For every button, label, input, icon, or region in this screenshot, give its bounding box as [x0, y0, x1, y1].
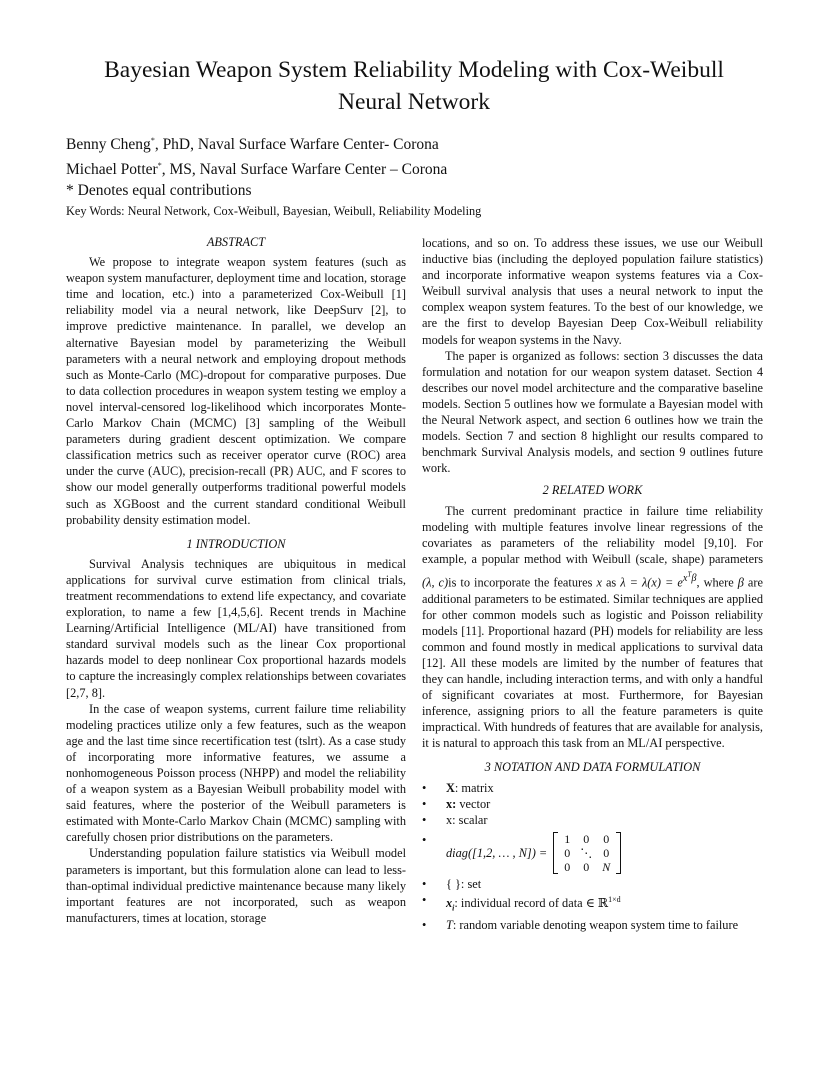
lambda-exponent: [682, 570, 697, 585]
feature-var: x: [596, 575, 602, 590]
list-item: [422, 832, 763, 874]
matrix-row: [559, 846, 615, 860]
weibull-params: (λ, c): [422, 575, 449, 590]
author-affiliation: , PhD, Naval Surface Warfare Center- Corona: [154, 136, 439, 154]
author-line: [66, 155, 447, 180]
author-name: Benny Cheng: [66, 136, 151, 154]
equal-contribution-mark: *: [150, 136, 155, 145]
record-var: x: [446, 896, 453, 911]
notation-desc: vector: [456, 796, 491, 811]
exp-transpose: T: [687, 570, 692, 579]
intro-paragraph-3: Understanding population failure statistics via Weibull model parameters is important, but this formulation alone can lead to less-than-optimal individual predictive maintenance because many likely important features are not incorporated, such as weapon manufacturers, times at location, storage: [66, 846, 406, 925]
time-symbol: T: [446, 917, 453, 932]
paper-title: Bayesian Weapon System Reliability Modeling with Cox-Weibull Neural Network: [104, 57, 724, 115]
set-notation: { }: set: [446, 876, 482, 891]
list-item: [422, 780, 763, 796]
intro-paragraph-1: Survival Analysis techniques are ubiquitous in medical applications for survival curve estimation from clinical trials, treatment recommendations to extend life expectancy, and covariate exploration, to name a few [1,4,5,6]. Recent trends in Machine Learning/Artificial Intelligence (ML/AI) have transitioned from standard survival models such as the linear Cox proportional hazards model to deep nonlinear Cox proportional hazards models to capture the increasingly complex relationships between covariates [2,7, 8].: [66, 556, 406, 700]
matrix-cell: 0: [564, 859, 571, 874]
list-item: [422, 917, 763, 933]
notation-desc: : scalar: [452, 812, 488, 827]
matrix-cell: 0: [564, 845, 571, 860]
keywords: Key Words: Neural Network, Cox-Weibull, Bayesian, Weibull, Reliability Modeling: [66, 204, 482, 218]
matrix-cell: ⋱: [580, 845, 593, 860]
right-column: [422, 235, 763, 933]
matrix-cell: 0: [583, 831, 590, 846]
notation-desc: : matrix: [454, 780, 494, 795]
matrix-row: [559, 860, 615, 874]
list-item: [422, 796, 763, 812]
related-text: , where: [696, 575, 738, 590]
lambda-equation: λ = λ(x) = e: [620, 575, 683, 590]
beta-var: β: [737, 575, 744, 590]
matrix-cell: 0: [603, 845, 610, 860]
related-work-paragraph: [422, 503, 763, 752]
author-block: [66, 130, 447, 201]
matrix-cell: N: [602, 859, 611, 874]
diag-definition: [446, 832, 763, 874]
matrix-table: [559, 832, 615, 874]
intro-paragraph-4: The paper is organized as follows: section 3 discusses the data formulation and notation for our weapon system dataset. Section 4 describes our novel model architecture and the comparative baseline models. Section 5 outlines how we formulate a Bayesian model with the Neural Network aspect, and section 6 outlines how we train the models. Section 7 and section 8 highlight our results compared to benchmark Survival Analysis models, and section 9 outlines future work.: [422, 348, 763, 476]
list-item: [422, 876, 763, 892]
related-text: are additional parameters to be estimated. Similar techniques are applied for other common models such as logistic and Poisson reliability models [11]. Proportional hazard (PH) models for reliability are less common and found mostly in medical applications to survival data [12]. All these models are limited by the number of features that they can handle, including interaction terms, and with only a handful of significant covariates at most. Furthermore, for Bayesian inference, assigning priors to all the feature parameters is quite impractical. With hundreds of features that are available for analysis, it is natural to approach this task from an ML/AI perspective.: [422, 575, 763, 751]
list-item: [422, 892, 763, 917]
matrix-row: [559, 832, 615, 846]
intro-paragraph-3-continued: locations, and so on. To address these issues, we use our Weibull inductive bias (including the deployed population failure statistics) and incorporate informative weapon systems features via a Cox-Weibull survival analysis that uses a neural network to input the complex weapon system features. To the best of our knowledge, we are the first to develop Bayesian Deep Cox-Weibull reliability models for weapon systems in the Navy.: [422, 236, 763, 347]
left-column: [66, 234, 406, 926]
intro-heading: 1 INTRODUCTION: [186, 536, 286, 551]
time-desc: : random variable denoting weapon system time to failure: [452, 917, 739, 932]
author-name: Michael Potter: [66, 161, 158, 179]
equal-contribution-mark: *: [157, 161, 162, 171]
matrix-cell: 1: [564, 831, 571, 846]
related-text: is to incorporate the features: [448, 575, 597, 590]
record-subscript: i: [452, 903, 455, 913]
list-item: [422, 812, 763, 828]
notation-heading: 3 NOTATION AND DATA FORMULATION: [484, 760, 701, 775]
related-text: The current predominant practice in failure time reliability modeling with multiple features involve linear regressions of the covariates as parameters of the reliability model [9,10]. For example, a popular method with Weibull (scale, shape) parameters: [422, 503, 763, 566]
matrix-cell: 0: [603, 831, 610, 846]
diag-matrix: [553, 832, 621, 874]
related-work-heading: 2 RELATED WORK: [542, 483, 643, 498]
author-affiliation: , MS, Naval Surface Warfare Center – Corona: [161, 161, 448, 179]
intro-paragraph-2: In the case of weapon systems, current failure time reliability modeling practices utilize only a few features, such as the weapon age and the last time since recertification test (tslrt). As a case study of incorporating more informative features, we assume a nonhomogeneous Poisson process (NHPP) and model the reliability of a weapon system as a Bayesian Weibull probability model with said features, where the posterior of the Weibull parameters is estimated with Monte-Carlo Markov Chain (MCMC) sampling with carefully chosen prior distributions on the parameters.: [66, 701, 406, 845]
exp-x: x: [682, 573, 688, 585]
equal-contribution-note: * Denotes equal contributions: [66, 182, 252, 200]
notation-list: [422, 780, 763, 933]
author-line: [66, 130, 447, 155]
matrix-symbol: X: [446, 780, 455, 795]
vector-symbol: x:: [446, 796, 457, 811]
record-dimension: 1×d: [608, 894, 621, 904]
related-text: as: [601, 575, 621, 590]
matrix-cell: 0: [583, 859, 590, 874]
diag-label: • diag([1,2, … , N]) =: [446, 845, 548, 860]
abstract-text: We propose to integrate weapon system features (such as weapon system manufacturer, deployment time and location, storage time and location, etc.) into a parameterized Cox-Weibull [1] reliability model via a neural network, like DeepSurv [2], to improve predictive maintenance. In parallel, we develop an alternative Bayesian model by parameterizing the Weibull parameters with a neural network and employing dropout methods such as Monte-Carlo (MC)-dropout for comparative purposes. Due to data collection procedures in weapon system testing we employ a novel interval-censored log-likelihood which incorporates Monte-Carlo Markov Chain (MCMC) [3] sampling of the Weibull parameters during gradient descent optimization. We compare classification metrics such as receiver operator curve (ROC) area under the curve (AUC), precision-recall (PR) AUC, and F scores to show our model generally outperforms traditional powerful models such as XGBoost and the current standard conditional Weibull probability density estimation model.: [66, 255, 406, 527]
abstract-heading: ABSTRACT: [206, 235, 266, 249]
record-desc: : individual record of data ∈ ℝ: [454, 896, 609, 911]
scalar-symbol: x: [446, 812, 453, 827]
exp-beta: β: [691, 573, 697, 585]
